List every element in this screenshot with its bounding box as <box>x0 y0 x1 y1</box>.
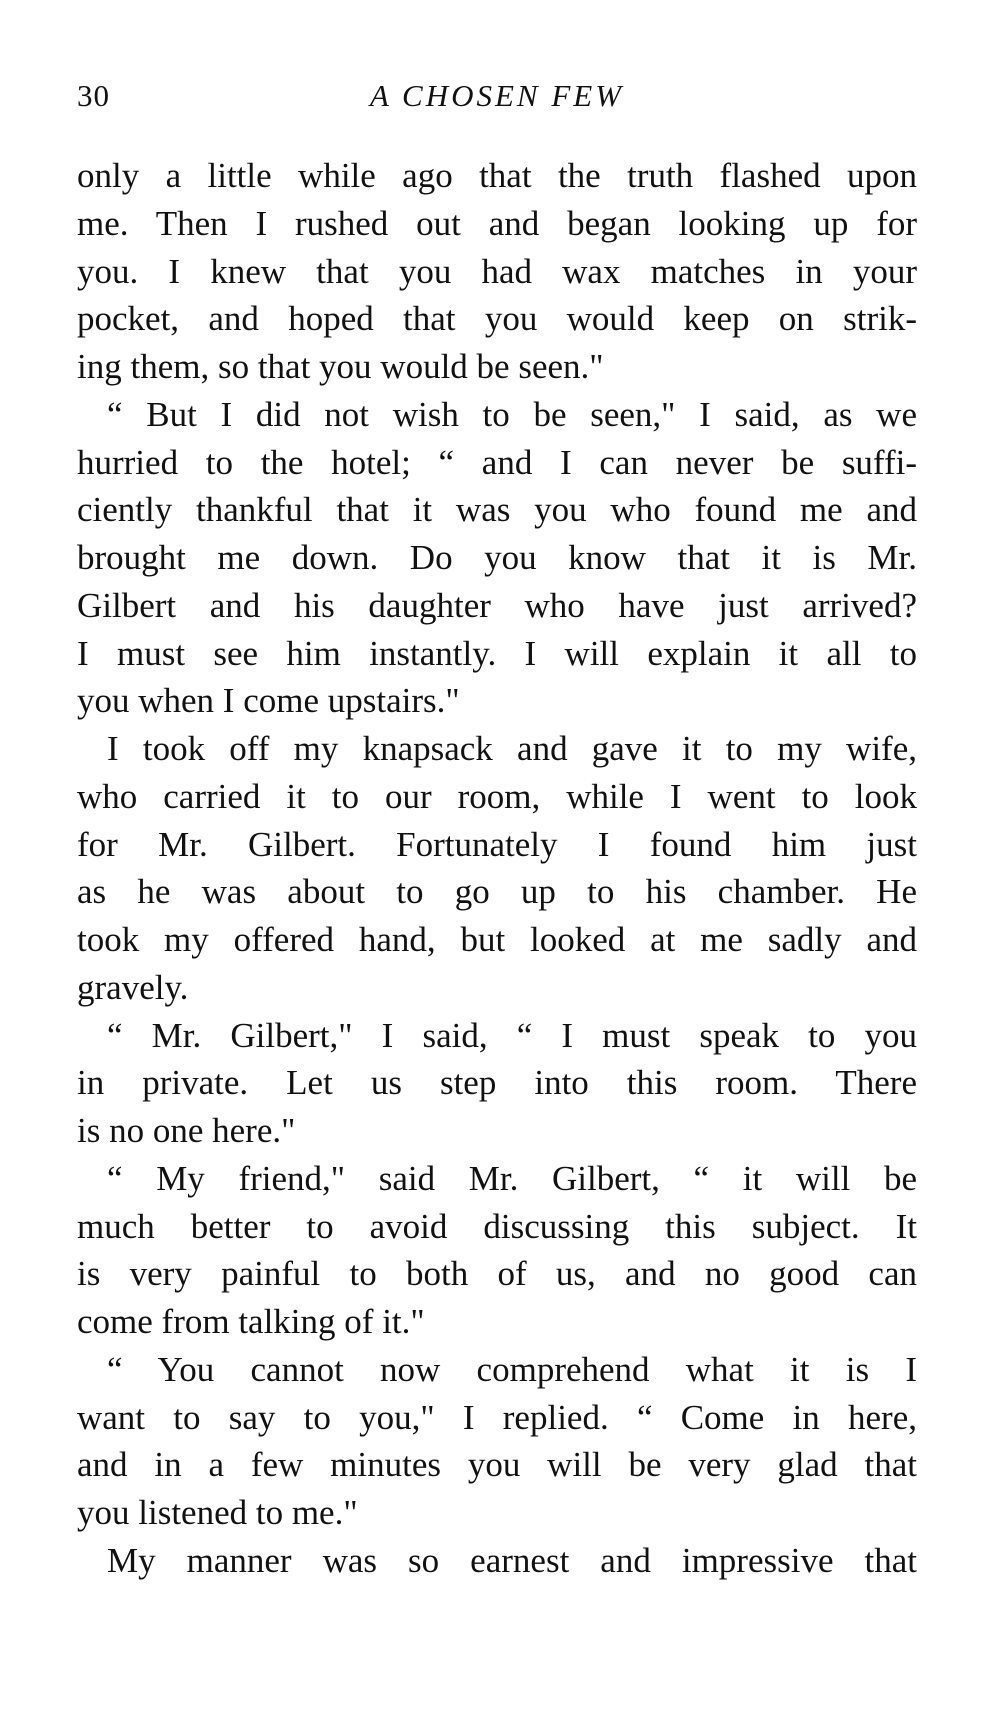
text-line: “ My friend," said Mr. Gilbert, “ it will be <box>107 1158 917 1198</box>
text-line: you when I come upstairs." <box>77 681 460 721</box>
text-line: is no one here." <box>77 1111 296 1150</box>
text-line: as he was about to go up to his chamber. He <box>77 872 917 912</box>
text-line: only a little while ago that the truth flashed upon <box>77 156 917 195</box>
text-line: you listened to me." <box>77 1493 358 1532</box>
text-line: gravely. <box>77 967 189 1007</box>
text-line: ing them, so that you would be seen." <box>77 347 604 386</box>
text-line: me. Then I rushed out and began looking up for <box>77 203 917 243</box>
text-line: come from talking of it." <box>77 1302 425 1341</box>
text-line: is very painful to both of us, and no good can <box>77 1254 917 1294</box>
text-line: “ You cannot now comprehend what it is I <box>107 1349 917 1389</box>
text-line: “ Mr. Gilbert," I said, “ I must speak to you <box>107 1015 917 1055</box>
body-text <box>77 152 917 1585</box>
text-line: brought me down. Do you know that it is Mr. <box>77 538 917 577</box>
text-line: took my offered hand, but looked at me sadly and <box>77 920 917 959</box>
text-line: for Mr. Gilbert. Fortunately I found him just <box>77 824 917 864</box>
text-line: in private. Let us step into this room. There <box>77 1063 917 1103</box>
running-title: A CHOSEN FEW <box>369 78 625 113</box>
text-line: I must see him instantly. I will explain it all to <box>77 633 917 673</box>
text-line: Gilbert and his daughter who have just arrived? <box>77 585 917 625</box>
text-line: much better to avoid discussing this subject. It <box>77 1206 917 1246</box>
text-line: and in a few minutes you will be very glad that <box>77 1445 917 1485</box>
text-line: pocket, and hoped that you would keep on strik- <box>77 299 917 339</box>
running-head <box>77 78 917 118</box>
text-line: you. I knew that you had wax matches in your <box>77 251 917 291</box>
text-line: want to say to you," I replied. “ Come in here, <box>77 1397 917 1437</box>
text-line: ciently thankful that it was you who found me and <box>77 490 917 530</box>
text-line: hurried to the hotel; “ and I can never be suffi- <box>77 442 917 482</box>
text-line: “ But I did not wish to be seen," I said, as we <box>107 394 917 434</box>
text-line: who carried it to our room, while I went to look <box>77 776 917 816</box>
text-line: My manner was so earnest and impressive that <box>107 1540 917 1580</box>
page-number: 30 <box>77 78 110 113</box>
text-line: I took off my knapsack and gave it to my wife, <box>107 729 917 768</box>
